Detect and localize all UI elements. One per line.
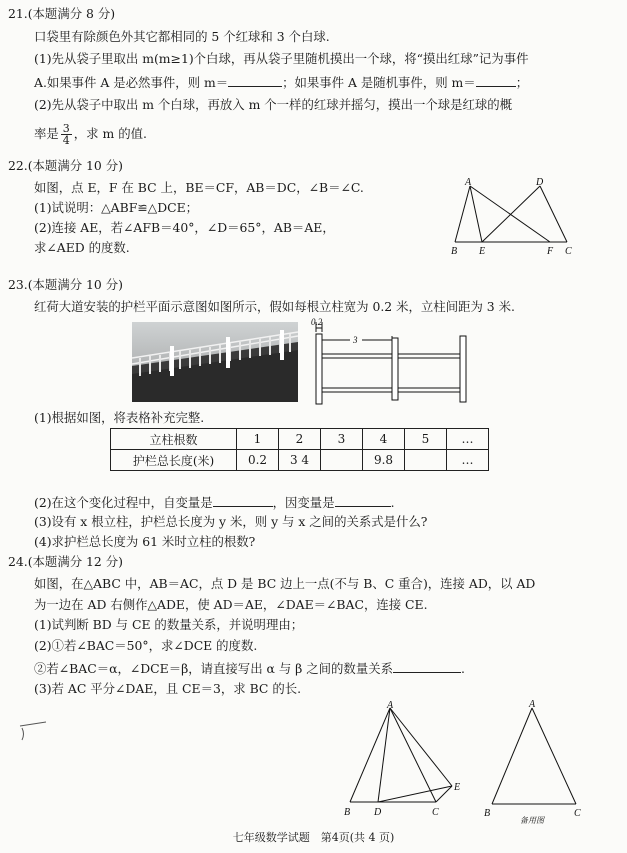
railing-photo — [132, 322, 298, 402]
answer-blank[interactable] — [228, 74, 282, 87]
label-C: C — [565, 246, 572, 257]
q21-intro: 口袋里有除颜色外其它都相同的 5 个红球和 3 个白球. — [34, 29, 330, 44]
table-row — [111, 429, 489, 450]
page-footer: 七年级数学试题 第4页(共 4 页) — [232, 831, 395, 844]
label-F: F — [547, 246, 554, 257]
table-cell: 3 4 — [279, 450, 321, 471]
table-cell: 4 — [363, 429, 405, 450]
q24-line4: (2)①若∠BAC＝50°，求∠DCE 的度数. — [34, 638, 258, 653]
q24-header: 24.(本题满分 12 分) — [8, 554, 123, 569]
q23-header: 23.(本题满分 10 分) — [8, 277, 123, 292]
table-cell: 9.8 — [363, 450, 405, 471]
q22-line3: (2)连接 AE，若∠AFB＝40°，∠D＝65°，AB＝AE， — [34, 220, 335, 235]
label-C: C — [432, 807, 439, 818]
table-cell-blank[interactable] — [405, 450, 447, 471]
label-B: B — [344, 807, 351, 818]
q22-line1: 如图，点 E，F 在 BC 上，BE＝CF，AB＝DC，∠B＝∠C. — [34, 180, 364, 195]
fraction: $\frac{3}{4}$ — [62, 122, 70, 147]
q24-line6: (3)若 AC 平分∠DAE，且 CE＝3，求 BC 的长. — [34, 681, 302, 696]
answer-blank[interactable] — [213, 494, 273, 507]
table-cell: … — [447, 450, 489, 471]
table-row — [111, 450, 489, 471]
dim-width-label: 0.2 — [311, 318, 323, 327]
label-A: A — [387, 700, 394, 711]
pen-mark — [16, 716, 56, 746]
answer-blank[interactable] — [335, 494, 391, 507]
q22-figure — [445, 174, 580, 262]
table-cell: 5 — [405, 429, 447, 450]
q23-part1: (1)根据如图，将表格补充完整. — [34, 410, 205, 425]
q22-line4: 求∠AED 的度数. — [34, 240, 130, 255]
q21-part2-line1: (2)先从袋子中取出 m 个白球，再放入 m 个一样的红球并摇匀，摸出一个球是红球的概 — [34, 97, 513, 112]
q21-part1-line2: A.如果事件 A 是必然事件，则 m＝ ；如果事件 A 是随机事件，则 m＝ ； — [34, 75, 529, 90]
q24-line3: (1)试判断 BD 与 CE 的数量关系，并说明理由； — [34, 617, 304, 632]
q24-backup-figure — [478, 696, 588, 826]
label-E: E — [454, 782, 461, 793]
dim-gap-label: 3 — [353, 335, 358, 345]
label-A: A — [465, 177, 472, 188]
label-B: B — [484, 808, 491, 819]
q21-part2-line2: 率是 $\frac{3}{4}$ ，求 m 的值. — [34, 122, 147, 147]
q21-header: 21.(本题满分 8 分) — [8, 6, 116, 21]
q23-part2: (2)在这个变化过程中，自变量是 ，因变量是 . — [34, 495, 395, 510]
label-D: D — [536, 177, 544, 188]
label-D: D — [374, 807, 382, 818]
q21-part1-line1: (1)先从袋子里取出 m(m≥1)个白球，再从袋子里随机摸出一个球，将“摸出红球”记为事件 — [34, 51, 529, 66]
q24-line5: ②若∠BAC＝α，∠DCE＝β，请直接写出 α 与 β 之间的数量关系 . — [34, 661, 465, 676]
table-cell: 立柱根数 — [111, 429, 237, 450]
table-cell: 护栏总长度(米) — [111, 450, 237, 471]
label-C: C — [574, 808, 581, 819]
backup-caption: 备用图 — [520, 816, 544, 825]
answer-blank[interactable] — [393, 660, 461, 673]
q24-line2: 为一边在 AD 右侧作△ADE，使 AD＝AE，∠DAE＝∠BAC，连接 CE. — [34, 597, 428, 612]
railing-diagram — [308, 318, 478, 408]
label-B: B — [451, 246, 458, 257]
q22-line2: (1)试说明：△ABF≌△DCE； — [34, 200, 199, 215]
table-cell: 1 — [237, 429, 279, 450]
q24-figure — [338, 700, 468, 822]
q23-part4: (4)求护栏总长度为 61 米时立柱的根数? — [34, 534, 256, 549]
table-cell: 2 — [279, 429, 321, 450]
q23-table — [110, 428, 489, 471]
q23-intro: 红荷大道安装的护栏平面示意图如图所示，假如每根立柱宽为 0.2 米，立柱间距为 3 米. — [34, 299, 515, 314]
table-cell: 0.2 — [237, 450, 279, 471]
q24-line1: 如图，在△ABC 中，AB＝AC，点 D 是 BC 边上一点(不与 B、C 重合)，连接 AD，以 AD — [34, 576, 536, 591]
label-E: E — [479, 246, 486, 257]
table-cell: 3 — [321, 429, 363, 450]
table-cell-blank[interactable] — [321, 450, 363, 471]
q23-part3: (3)设有 x 根立柱，护栏总长度为 y 米，则 y 与 x 之间的关系式是什么? — [34, 514, 428, 529]
q22-header: 22.(本题满分 10 分) — [8, 158, 123, 173]
table-cell: … — [447, 429, 489, 450]
answer-blank[interactable] — [476, 74, 516, 87]
label-A: A — [529, 699, 536, 710]
